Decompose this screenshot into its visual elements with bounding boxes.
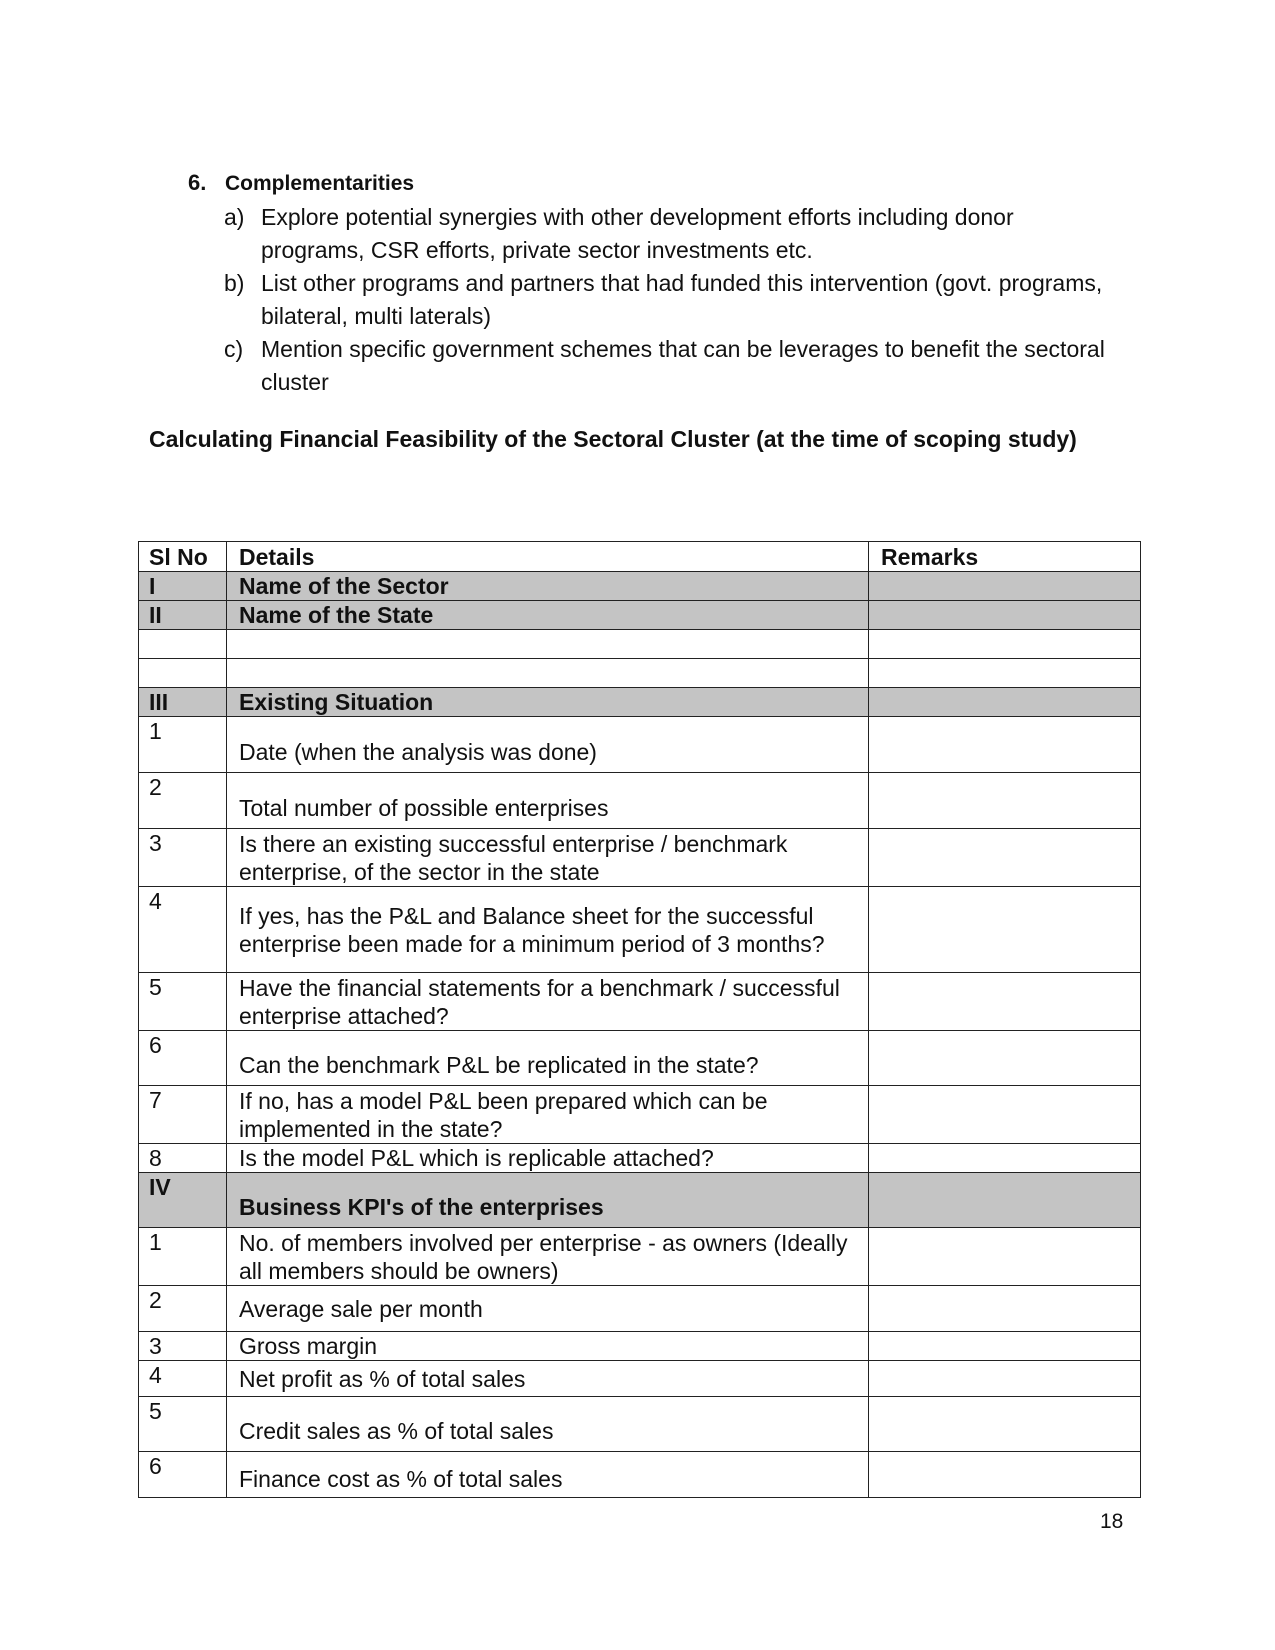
table-row xyxy=(139,1173,1141,1228)
sub-item-list xyxy=(224,201,1108,399)
table-row xyxy=(139,572,1141,601)
row-details: If yes, has the P&L and Balance sheet for the successful enterprise been made for a minimum period of 3 months? xyxy=(227,887,869,973)
table-row xyxy=(139,688,1141,717)
row-remarks xyxy=(869,572,1141,601)
row-number: 7 xyxy=(139,1086,227,1144)
list-item xyxy=(224,201,1108,267)
row-remarks xyxy=(869,773,1141,829)
row-number: 2 xyxy=(139,1286,227,1332)
feasibility-table xyxy=(138,541,1141,1498)
row-number: 5 xyxy=(139,973,227,1031)
list-item-text: Mention specific government schemes that can be leverages to benefit the sectoral cluster xyxy=(261,336,1105,395)
row-details: Existing Situation xyxy=(227,688,869,717)
row-number: II xyxy=(139,601,227,630)
row-details: Can the benchmark P&L be replicated in the state? xyxy=(227,1031,869,1086)
row-number: 4 xyxy=(139,1361,227,1397)
table-row xyxy=(139,1332,1141,1361)
row-remarks xyxy=(869,1332,1141,1361)
row-number: III xyxy=(139,688,227,717)
row-number: 2 xyxy=(139,773,227,829)
table-row xyxy=(139,717,1141,773)
row-number: 3 xyxy=(139,1332,227,1361)
table-row xyxy=(139,1452,1141,1498)
header-sl-no: Sl No xyxy=(139,542,227,572)
row-details: Credit sales as % of total sales xyxy=(227,1397,869,1452)
list-item xyxy=(224,333,1108,399)
row-details: Have the financial statements for a benchmark / successful enterprise attached? xyxy=(227,973,869,1031)
row-number: 6 xyxy=(139,1452,227,1498)
row-remarks xyxy=(869,1144,1141,1173)
table-row xyxy=(139,829,1141,887)
table-row xyxy=(139,773,1141,829)
row-remarks xyxy=(869,659,1141,688)
complementarities-section xyxy=(188,170,1108,399)
row-remarks xyxy=(869,1031,1141,1086)
row-details: Average sale per month xyxy=(227,1286,869,1332)
list-marker: b) xyxy=(224,270,245,296)
row-remarks xyxy=(869,717,1141,773)
row-remarks xyxy=(869,1452,1141,1498)
row-number xyxy=(139,630,227,659)
list-marker: c) xyxy=(224,336,244,362)
row-number: 4 xyxy=(139,887,227,973)
section-number: 6. xyxy=(188,170,207,195)
row-number: IV xyxy=(139,1173,227,1228)
row-details xyxy=(227,659,869,688)
row-details: Name of the Sector xyxy=(227,572,869,601)
row-details: Business KPI's of the enterprises xyxy=(227,1173,869,1228)
table-row xyxy=(139,1286,1141,1332)
row-details: Is the model P&L which is replicable attached? xyxy=(227,1144,869,1173)
header-details: Details xyxy=(227,542,869,572)
row-remarks xyxy=(869,829,1141,887)
row-number: 1 xyxy=(139,1228,227,1286)
table-row xyxy=(139,1031,1141,1086)
table-row xyxy=(139,887,1141,973)
row-number: 5 xyxy=(139,1397,227,1452)
row-remarks xyxy=(869,1228,1141,1286)
row-number: 6 xyxy=(139,1031,227,1086)
row-details: Date (when the analysis was done) xyxy=(227,717,869,773)
row-remarks xyxy=(869,1286,1141,1332)
section-title-text: Complementarities xyxy=(225,172,415,195)
row-details: If no, has a model P&L been prepared which can be implemented in the state? xyxy=(227,1086,869,1144)
section-title xyxy=(188,170,1108,197)
table-row xyxy=(139,1228,1141,1286)
table-heading: Calculating Financial Feasibility of the Sectoral Cluster (at the time of scoping study) xyxy=(149,426,1077,452)
row-number: 1 xyxy=(139,717,227,773)
row-details: Finance cost as % of total sales xyxy=(227,1452,869,1498)
row-remarks xyxy=(869,1361,1141,1397)
list-item-text: List other programs and partners that had funded this intervention (govt. programs, bilateral, multi laterals) xyxy=(261,270,1103,329)
table-header-row xyxy=(139,542,1141,572)
row-details: Name of the State xyxy=(227,601,869,630)
row-remarks xyxy=(869,601,1141,630)
row-remarks xyxy=(869,1086,1141,1144)
row-remarks xyxy=(869,1397,1141,1452)
row-details xyxy=(227,630,869,659)
table-row xyxy=(139,601,1141,630)
row-remarks xyxy=(869,1173,1141,1228)
row-details: Net profit as % of total sales xyxy=(227,1361,869,1397)
table-row xyxy=(139,630,1141,659)
row-remarks xyxy=(869,688,1141,717)
table-row xyxy=(139,1361,1141,1397)
row-details: Is there an existing successful enterprise / benchmark enterprise, of the sector in the state xyxy=(227,829,869,887)
list-item-text: Explore potential synergies with other development efforts including donor programs, CSR efforts, private sector investments etc. xyxy=(261,204,1014,263)
row-details: No. of members involved per enterprise - as owners (Ideally all members should be owners) xyxy=(227,1228,869,1286)
row-number: I xyxy=(139,572,227,601)
row-remarks xyxy=(869,887,1141,973)
table-row xyxy=(139,1144,1141,1173)
list-marker: a) xyxy=(224,204,245,230)
row-details: Gross margin xyxy=(227,1332,869,1361)
table-row xyxy=(139,973,1141,1031)
row-number: 8 xyxy=(139,1144,227,1173)
table-row xyxy=(139,659,1141,688)
row-remarks xyxy=(869,630,1141,659)
row-details: Total number of possible enterprises xyxy=(227,773,869,829)
row-number: 3 xyxy=(139,829,227,887)
row-number xyxy=(139,659,227,688)
table-row xyxy=(139,1397,1141,1452)
row-remarks xyxy=(869,973,1141,1031)
header-remarks: Remarks xyxy=(869,542,1141,572)
table-row xyxy=(139,1086,1141,1144)
page-number: 18 xyxy=(1100,1510,1124,1533)
list-item xyxy=(224,267,1108,333)
